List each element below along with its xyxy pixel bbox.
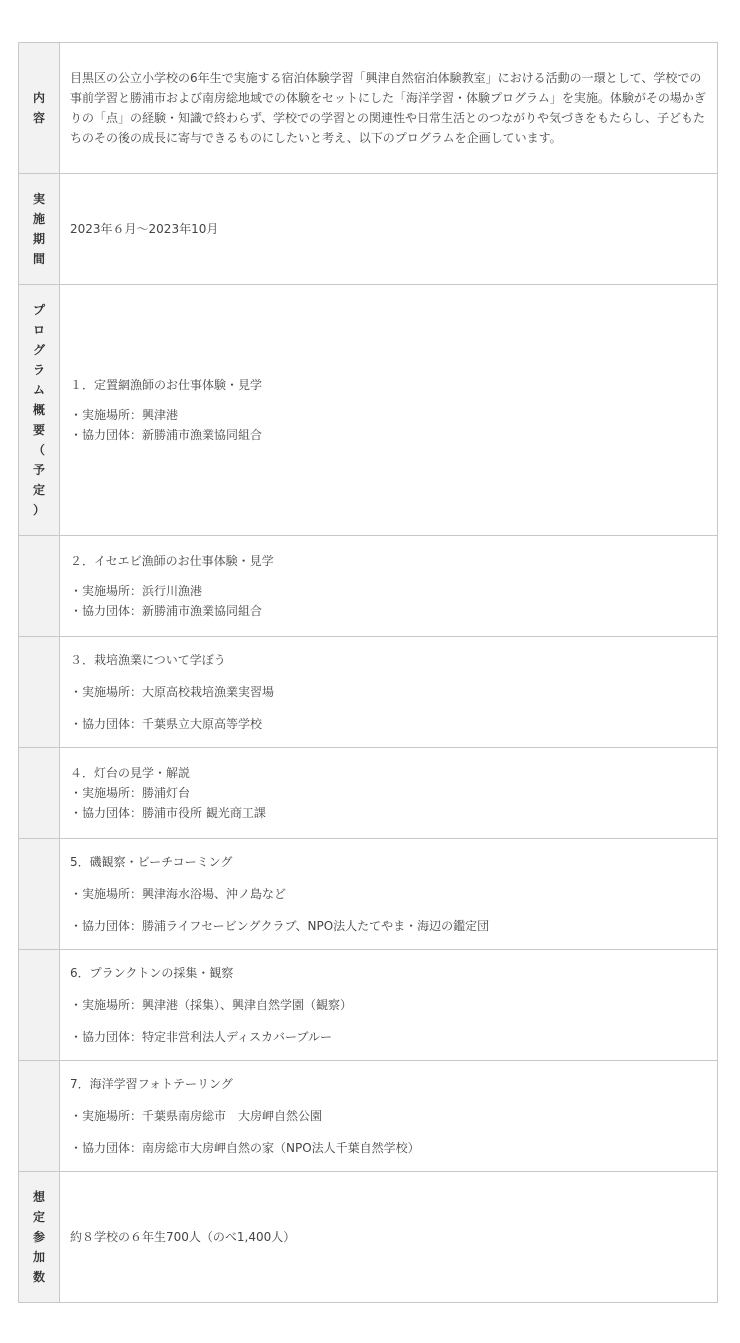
label-char: プ xyxy=(32,303,45,317)
label-char: 加 xyxy=(32,1250,45,1264)
label-char: 想 xyxy=(32,1190,45,1204)
program-item xyxy=(60,748,718,839)
program-place: ・実施場所：勝浦灯台 xyxy=(70,786,191,800)
participants-cell xyxy=(60,1172,718,1303)
label-empty xyxy=(19,839,60,950)
program-partner: ・協力団体：勝浦市役所 観光商工課 xyxy=(70,806,266,820)
program-item xyxy=(60,637,718,748)
label-char: 参 xyxy=(32,1230,45,1244)
label-char: 数 xyxy=(32,1270,45,1284)
period-text: 2023年６月～2023年10月 xyxy=(70,222,219,236)
label-char: 予 xyxy=(32,463,45,477)
label-empty xyxy=(19,637,60,748)
program-item xyxy=(60,536,718,637)
row-program-3 xyxy=(19,637,718,748)
program-item xyxy=(60,285,718,536)
program-place: ・実施場所：興津港（採集）、興津自然学園（観察） xyxy=(70,998,353,1012)
program-title: 6．プランクトンの採集・観察 xyxy=(70,966,234,980)
program-partner: ・協力団体：勝浦ライフセービングクラブ、NPO法人たてやま・海辺の鑑定団 xyxy=(70,919,490,933)
program-title: 7．海洋学習フォトテーリング xyxy=(70,1077,233,1091)
label-char: 間 xyxy=(32,252,45,266)
label-empty xyxy=(19,1061,60,1172)
label-participants xyxy=(19,1172,60,1303)
label-period xyxy=(19,174,60,285)
label-content xyxy=(19,43,60,174)
label-char: 施 xyxy=(32,212,45,226)
label-empty xyxy=(19,950,60,1061)
row-program-5 xyxy=(19,839,718,950)
label-char: 要 xyxy=(32,423,45,437)
description-text: 目黒区の公立小学校の6年生で実施する宿泊体験学習「興津自然宿泊体験教室」における活動の一環として、学校での事前学習と勝浦市および南房総地域での体験をセットにした「海洋学習・体験プログラム」を実施。体験がその場かぎりの「点」の経験・知識で終わらず、学校での学習との関連性や日常生活とのつながりや気づきをもたらし、子どもたちのその後の成長に寄与できるものにしたいと考え、以下のプログラムを企画しています。 xyxy=(70,71,706,145)
participants-text: 約８学校の６年生700人（のべ1,400人） xyxy=(70,1230,296,1244)
row-program-1 xyxy=(19,285,718,536)
label-char: 実 xyxy=(32,192,45,206)
label-char: 概 xyxy=(32,403,45,417)
label-char: 期 xyxy=(32,232,45,246)
label-char: グ xyxy=(32,343,45,357)
row-program-4 xyxy=(19,748,718,839)
label-empty xyxy=(19,748,60,839)
program-item xyxy=(60,839,718,950)
program-title: ３．栽培漁業について学ぼう xyxy=(70,653,226,667)
label-char: （ xyxy=(32,443,45,457)
row-participants xyxy=(19,1172,718,1303)
program-partner: ・協力団体：南房総市大房岬自然の家（NPO法人千葉自然学校） xyxy=(70,1141,420,1155)
content-description xyxy=(60,43,718,174)
program-title: ４．灯台の見学・解説 xyxy=(70,766,191,780)
program-item xyxy=(60,1061,718,1172)
row-program-7 xyxy=(19,1061,718,1172)
program-place: ・実施場所：興津港 xyxy=(70,408,179,422)
row-period xyxy=(19,174,718,285)
program-title: 5．磯観察・ビーチコーミング xyxy=(70,855,233,869)
period-cell xyxy=(60,174,718,285)
label-char: 定 xyxy=(32,1210,45,1224)
program-item xyxy=(60,950,718,1061)
label-char: ロ xyxy=(32,323,45,337)
program-place: ・実施場所：浜行川漁港 xyxy=(70,584,203,598)
label-char: 定 xyxy=(32,483,45,497)
label-char: ム xyxy=(32,383,45,397)
program-title: １．定置網漁師のお仕事体験・見学 xyxy=(70,378,263,392)
label-empty xyxy=(19,536,60,637)
program-place: ・実施場所：興津海水浴場、沖ノ島など xyxy=(70,887,287,901)
program-partner: ・協力団体：新勝浦市漁業協同組合 xyxy=(70,604,263,618)
row-program-2 xyxy=(19,536,718,637)
label-char: 容 xyxy=(32,111,45,125)
program-place: ・実施場所：千葉県南房総市 大房岬自然公園 xyxy=(70,1109,323,1123)
label-char: 内 xyxy=(32,91,45,105)
program-partner: ・協力団体：新勝浦市漁業協同組合 xyxy=(70,428,263,442)
program-place: ・実施場所：大原高校栽培漁業実習場 xyxy=(70,685,275,699)
label-char: ） xyxy=(32,503,45,517)
program-info-table xyxy=(18,42,718,1303)
row-program-6 xyxy=(19,950,718,1061)
label-char: ラ xyxy=(32,363,45,377)
label-programs xyxy=(19,285,60,536)
program-partner: ・協力団体：千葉県立大原高等学校 xyxy=(70,717,263,731)
program-partner: ・協力団体：特定非営利法人ディスカバーブルー xyxy=(70,1030,332,1044)
row-content xyxy=(19,43,718,174)
program-title: ２．イセエビ漁師のお仕事体験・見学 xyxy=(70,554,274,568)
